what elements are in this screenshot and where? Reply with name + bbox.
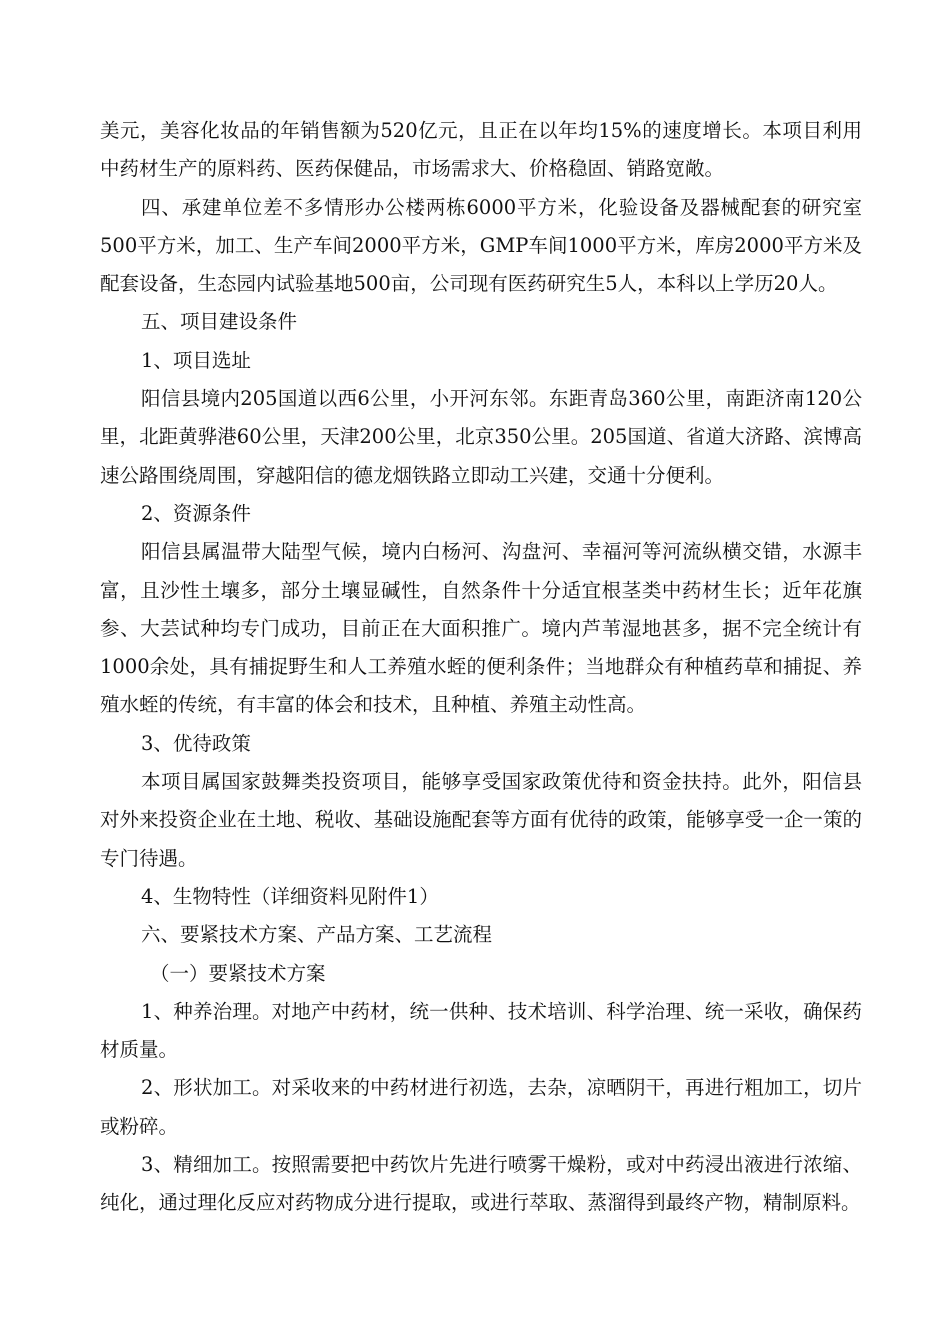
paragraph-cultivation-management: 1、种养治理。对地产中药材，统一供种、技术培训、科学治理、统一采收，确保药材质量。 [100,999,862,1062]
heading-main-technical-plan: （一）要紧技术方案 [150,961,326,985]
heading-site-selection: 1、项目选址 [141,348,251,372]
document-page [100,112,862,1223]
paragraph-shape-processing: 2、形状加工。对采收来的中药材进行初选，去杂，凉晒阴干，再进行粗加工，切片或粉碎。 [100,1076,862,1138]
paragraph-fine-processing: 3、精细加工。按照需要把中药饮片先进行喷雾干燥粉，或对中药浸出液进行浓缩、纯化，通过理化反应对药物成分进行提取，或进行萃取、蒸溜得到最终产物，精制原料。 [100,1153,862,1215]
heading-biological-characteristics: 4、生物特性（详细资料见附件1） [141,884,439,908]
paragraph-site-selection: 阳信县境内205国道以西6公里，小开河东邻。东距青岛360公里，南距济南120公里，北距黄骅港60公里，天津200公里，北京350公里。205国道、省道大济路、滨博高速公路围绕周围，穿越阳信的德龙烟铁路立即动工兴建，交通十分便利。 [100,387,862,487]
paragraph-market-continuation: 美元，美容化妆品的年销售额为520亿元，且正在以年均15%的速度增长。本项目利用中药材生产的原料药、医药保健品，市场需求大、价格稳固、销路宽敞。 [100,119,862,181]
heading-section-5: 五、项目建设条件 [141,310,298,334]
paragraph-resource-conditions: 阳信县属温带大陆型气候，境内白杨河、沟盘河、幸福河等河流纵横交错，水源丰富，且沙性土壤多，部分土壤显碱性，自然条件十分适宜根茎类中药材生长；近年花旗参、大芸试种均专门成功，目前正在大面积推广。境内芦苇湿地甚多，据不完全统计有1000余处，具有捕捉野生和人工养殖水蛭的便利条件；当地群众有种植药草和捕捉、养殖水蛭的传统，有丰富的体会和技术，且种植、养殖主动性高。 [100,540,862,717]
heading-section-6: 六、要紧技术方案、产品方案、工艺流程 [141,923,493,947]
heading-preferential-policy: 3、优待政策 [141,731,251,755]
paragraph-section-4-contractor: 四、承建单位差不多情形办公楼两栋6000平方米，化验设备及器械配套的研究室500平方米，加工、生产车间2000平方米，GMP车间1000平方米，库房2000平方米及配套设备，生态园内试验基地500亩，公司现有医药研究生5人，本科以上学历20人。 [100,195,862,296]
paragraph-preferential-policy: 本项目属国家鼓舞类投资项目，能够享受国家政策优待和资金扶持。此外，阳信县对外来投资企业在土地、税收、基础设施配套等方面有优待的政策，能够享受一企一策的专门待遇。 [100,770,862,870]
heading-resource-conditions: 2、资源条件 [141,501,251,525]
